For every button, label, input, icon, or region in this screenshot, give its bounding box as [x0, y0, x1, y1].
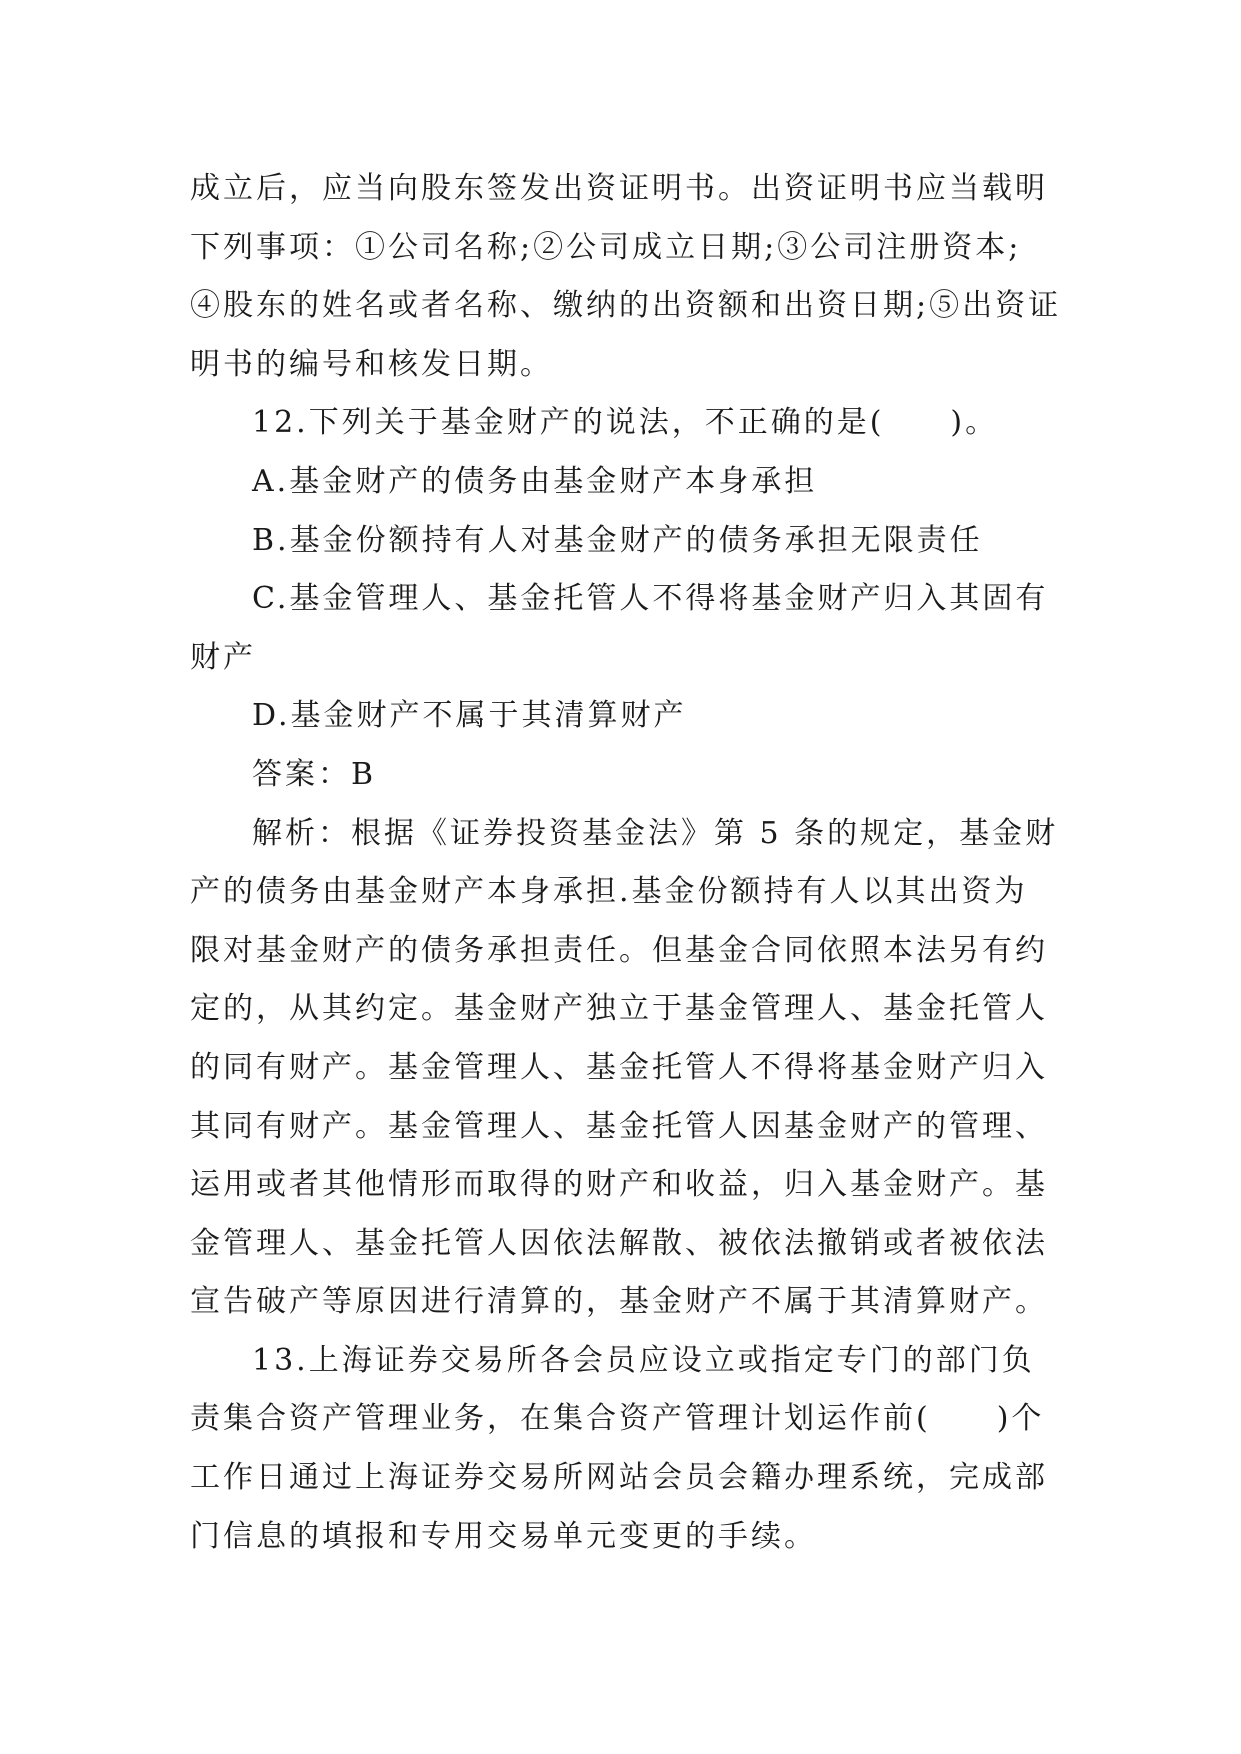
option-c-continued: 财产 [190, 639, 256, 675]
explanation-line: 运用或者其他情形而取得的财产和收益，归入基金财产。基 [190, 1167, 1048, 1203]
answer: 答案：B [252, 756, 377, 792]
document-body [190, 160, 1070, 1566]
paragraph-line: 明书的编号和核发日期。 [190, 346, 553, 382]
paragraph-line: 下列事项：①公司名称;②公司成立日期;③公司注册资本; [190, 229, 1022, 265]
question-13-line: 责集合资产管理业务，在集合资产管理计划运作前( )个 [190, 1401, 1045, 1437]
question-12: 12.下列关于基金财产的说法，不正确的是( )。 [252, 405, 999, 441]
paragraph-line: ④股东的姓名或者名称、缴纳的出资额和出资日期;⑤出资证 [190, 288, 1062, 324]
paragraph-line: 成立后，应当向股东签发出资证明书。出资证明书应当载明 [190, 171, 1048, 206]
explanation-line: 宣告破产等原因进行清算的，基金财产不属于其清算财产。 [190, 1284, 1048, 1320]
option-a: A.基金财产的债务由基金财产本身承担 [252, 463, 818, 499]
question-13-line: 门信息的填报和专用交易单元变更的手续。 [190, 1518, 817, 1554]
explanation-line: 定的，从其约定。基金财产独立于基金管理人、基金托管人 [190, 991, 1048, 1027]
question-13: 13.上海证券交易所各会员应设立或指定专门的部门负 [252, 1342, 1035, 1378]
explanation-line: 金管理人、基金托管人因依法解散、被依法撤销或者被依法 [190, 1225, 1048, 1261]
explanation-line: 解析：根据《证券投资基金法》第 5 条的规定，基金财 [252, 815, 1059, 851]
explanation-line: 其同有财产。基金管理人、基金托管人因基金财产的管理、 [190, 1108, 1048, 1144]
question-13-line: 工作日通过上海证券交易所网站会员会籍办理系统，完成部 [190, 1460, 1048, 1496]
explanation-line: 限对基金财产的债务承担责任。但基金合同依照本法另有约 [190, 932, 1048, 968]
explanation-line: 的同有财产。基金管理人、基金托管人不得将基金财产归入 [190, 1049, 1048, 1085]
explanation-line: 产的债务由基金财产本身承担.基金份额持有人以其出资为 [190, 874, 1028, 910]
option-d: D.基金财产不属于其清算财产 [252, 698, 687, 734]
option-c: C.基金管理人、基金托管人不得将基金财产归入其固有 [252, 581, 1049, 617]
option-b: B.基金份额持有人对基金财产的债务承担无限责任 [252, 522, 983, 558]
